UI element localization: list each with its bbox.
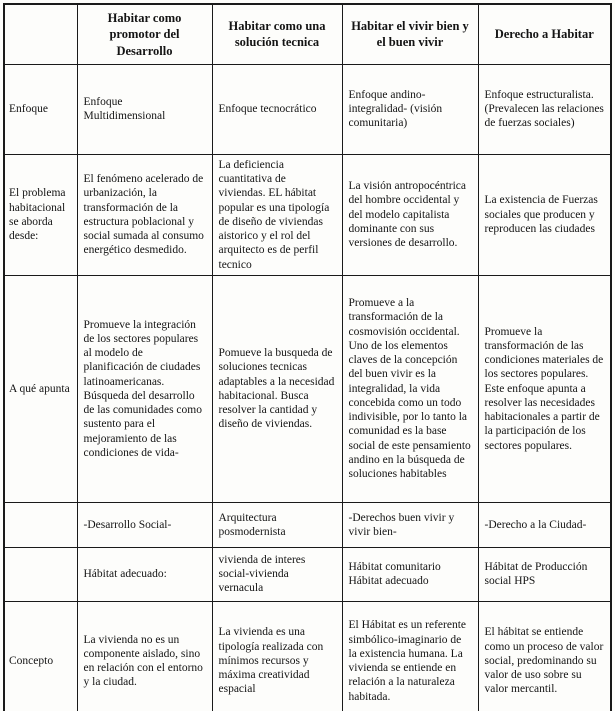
data-cell: Enfoque tecnocrático (212, 64, 342, 154)
table-row (4, 502, 611, 547)
header-cell: Derecho a Habitar (478, 4, 611, 64)
table-row (4, 601, 611, 711)
header-cell: Habitar como promotor del Desarrollo (77, 4, 212, 64)
row-label-cell: Enfoque (4, 64, 77, 154)
data-cell: Promueve a la transformación de la cosmovisión occidental. Uno de los elementos claves de la concepción del buen vivir es la integralidad, la vida concebida como un todo indivisible, por lo tanto la comunidad es la base social de este pensamiento andino en la búsqueda de soluciones habitables (342, 275, 478, 502)
comparison-table (3, 3, 612, 711)
header-cell: Habitar el vivir bien y el buen vivir (342, 4, 478, 64)
data-cell: La deficiencia cuantitativa de viviendas. EL hábitat popular es una tipología de diseño de viviendas aistorico y el rol del arquitecto es de perfil tecnico (212, 154, 342, 275)
data-cell: La vivienda es una tipología realizada con mínimos recursos y máxima creatividad espacial (212, 601, 342, 711)
table-row (4, 275, 611, 502)
table-body (4, 64, 611, 711)
data-cell: Enfoque estructuralista. (Prevalecen las relaciones de fuerzas sociales) (478, 64, 611, 154)
row-label-cell: Concepto (4, 601, 77, 711)
header-cell: Habitar como una solución tecnica (212, 4, 342, 64)
row-label-cell: El problema habitacional se aborda desde: (4, 154, 77, 275)
row-label-cell (4, 547, 77, 601)
data-cell: Hábitat adecuado: (77, 547, 212, 601)
data-cell: La visión antropocéntrica del hombre occidental y del modelo capitalista dominante con sus versiones de desarrollo. (342, 154, 478, 275)
row-label-cell (4, 502, 77, 547)
data-cell: Promueve la integración de los sectores populares al modelo de planificación de ciudades latinoamericanas. Búsqueda del desarrollo de las comunidades como sustento para el mejoramiento de las condiciones de vida- (77, 275, 212, 502)
corner-cell (4, 4, 77, 64)
data-cell: -Desarrollo Social- (77, 502, 212, 547)
data-cell: -Derecho a la Ciudad- (478, 502, 611, 547)
data-cell: -Derechos buen vivir y vivir bien- (342, 502, 478, 547)
data-cell: Hábitat comunitario Hábitat adecuado (342, 547, 478, 601)
table-row (4, 547, 611, 601)
data-cell: El Hábitat es un referente simbólico-imaginario de la existencia humana. La vivienda se entiende en relación a la naturaleza habitada. (342, 601, 478, 711)
data-cell: Hábitat de Producción social HPS (478, 547, 611, 601)
data-cell: Promueve la transformación de las condiciones materiales de los sectores populares. Este enfoque apunta a resolver las necesidades habitacionales a partir de la participación de los sectores populares. (478, 275, 611, 502)
table-header-row (4, 4, 611, 64)
data-cell: Arquitectura posmodernista (212, 502, 342, 547)
data-cell: La existencia de Fuerzas sociales que producen y reproducen las ciudades (478, 154, 611, 275)
table-row (4, 154, 611, 275)
data-cell: Pomueve la busqueda de soluciones tecnicas adaptables a la necesidad habitacional. Busca resolver la cantidad y diseño de viviendas. (212, 275, 342, 502)
table-row (4, 64, 611, 154)
data-cell: La vivienda no es un componente aislado, sino en relación con el entorno y la ciudad. (77, 601, 212, 711)
data-cell: Enfoque Multidimensional (77, 64, 212, 154)
data-cell: El fenómeno acelerado de urbanización, la transformación de la estructura poblacional y social sumada al consumo energético desmedido. (77, 154, 212, 275)
data-cell: El hábitat se entiende como un proceso de valor social, predominando su valor de uso sobre su valor mercantil. (478, 601, 611, 711)
data-cell: vivienda de interes social-vivienda vernacula (212, 547, 342, 601)
row-label-cell: A qué apunta (4, 275, 77, 502)
data-cell: Enfoque andino-integralidad- (visión comunitaria) (342, 64, 478, 154)
